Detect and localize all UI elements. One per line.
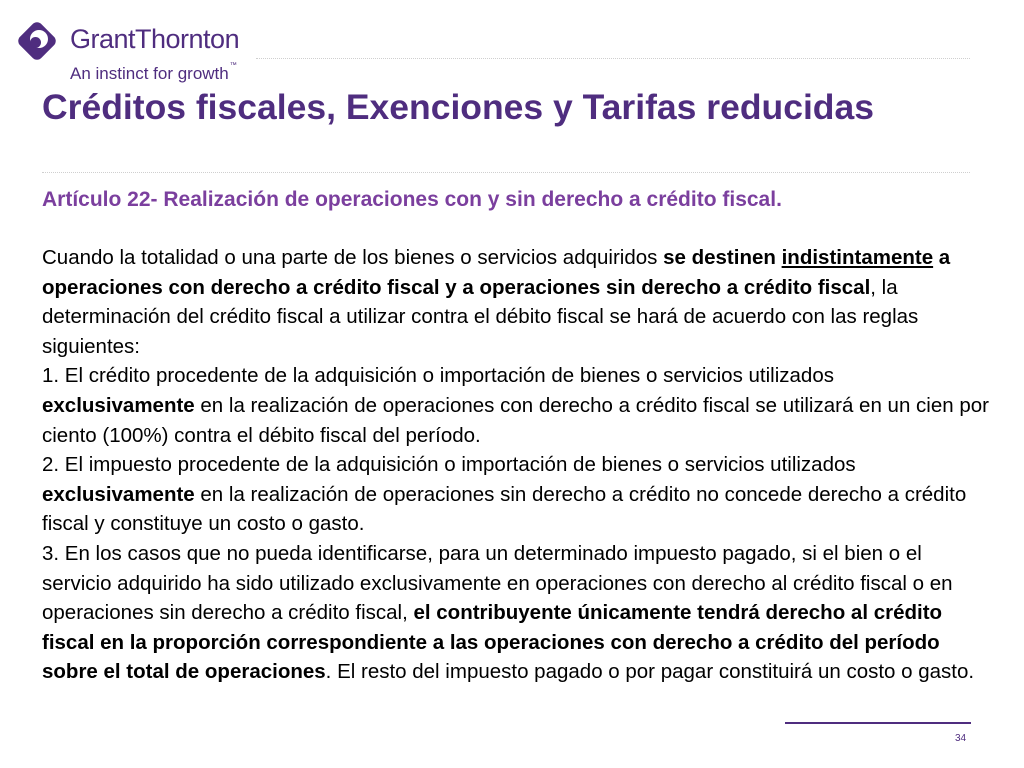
intro-text-end: , la determinación del crédito fiscal a utilizar contra el débito fiscal se hará de acuerdo con las reglas siguientes: xyxy=(42,275,919,358)
rule-2-paragraph xyxy=(42,450,992,539)
rule-1-text-end: en la realización de operaciones con derecho a crédito fiscal se utilizará en un cien por ciento (100%) contra el débito fiscal del período. xyxy=(42,393,989,447)
rule-3-text-end: . El resto del impuesto pagado o por pagar constituirá un costo o gasto. xyxy=(325,660,975,684)
rule-1-bold: exclusivamente xyxy=(42,393,195,417)
intro-paragraph xyxy=(42,243,992,361)
rule-3-text: 3. En los casos que no pueda identificarse, para un determinado impuesto pagado, si el bien o el servicio adquirido ha sido utilizado exclusivamente en operaciones con derecho al crédito fiscal o en operaciones sin derecho a crédito fiscal, xyxy=(42,541,953,625)
rule-2-bold: exclusivamente xyxy=(42,482,195,506)
rule-2-text-end: en la realización de operaciones sin derecho a crédito no concede derecho a crédito fiscal y constituye un costo o gasto. xyxy=(42,482,967,536)
slide-title: Créditos fiscales, Exenciones y Tarifas reducidas xyxy=(42,87,874,127)
page-number: 34 xyxy=(955,733,967,744)
rule-1-text: 1. El crédito procedente de la adquisición o importación de bienes o servicios utilizados xyxy=(42,364,834,388)
rule-3-paragraph xyxy=(42,539,992,687)
title-divider xyxy=(42,172,970,173)
rule-3-bold: el contribuyente únicamente tendrá derecho al crédito fiscal en la proporción correspondiente a las operaciones con derecho a crédito del período sobre el total de operaciones xyxy=(42,601,943,684)
intro-underline-indistintamente: indistintamente xyxy=(781,246,934,269)
grant-thornton-logo-icon xyxy=(14,18,60,64)
brand-name: GrantThornton xyxy=(70,24,240,54)
intro-bold-operaciones: a operaciones con derecho a crédito fiscal y a operaciones sin derecho a crédito fiscal xyxy=(42,246,951,299)
rule-1-paragraph xyxy=(42,361,992,450)
article-body xyxy=(42,243,992,687)
header-divider xyxy=(256,58,970,59)
brand-tagline-text: An instinct for growth xyxy=(70,64,229,83)
article-heading: Artículo 22- Realización de operaciones con y sin derecho a crédito fiscal. xyxy=(42,188,782,211)
brand-tagline xyxy=(70,64,237,84)
intro-bold-destinen: se destinen xyxy=(663,246,776,269)
rule-2-text: 2. El impuesto procedente de la adquisición o importación de bienes o servicios utilizados xyxy=(42,453,856,477)
footer-divider xyxy=(785,722,971,724)
intro-text: Cuando la totalidad o una parte de los bienes o servicios adquiridos xyxy=(42,246,664,269)
trademark-symbol: ™ xyxy=(229,62,237,69)
